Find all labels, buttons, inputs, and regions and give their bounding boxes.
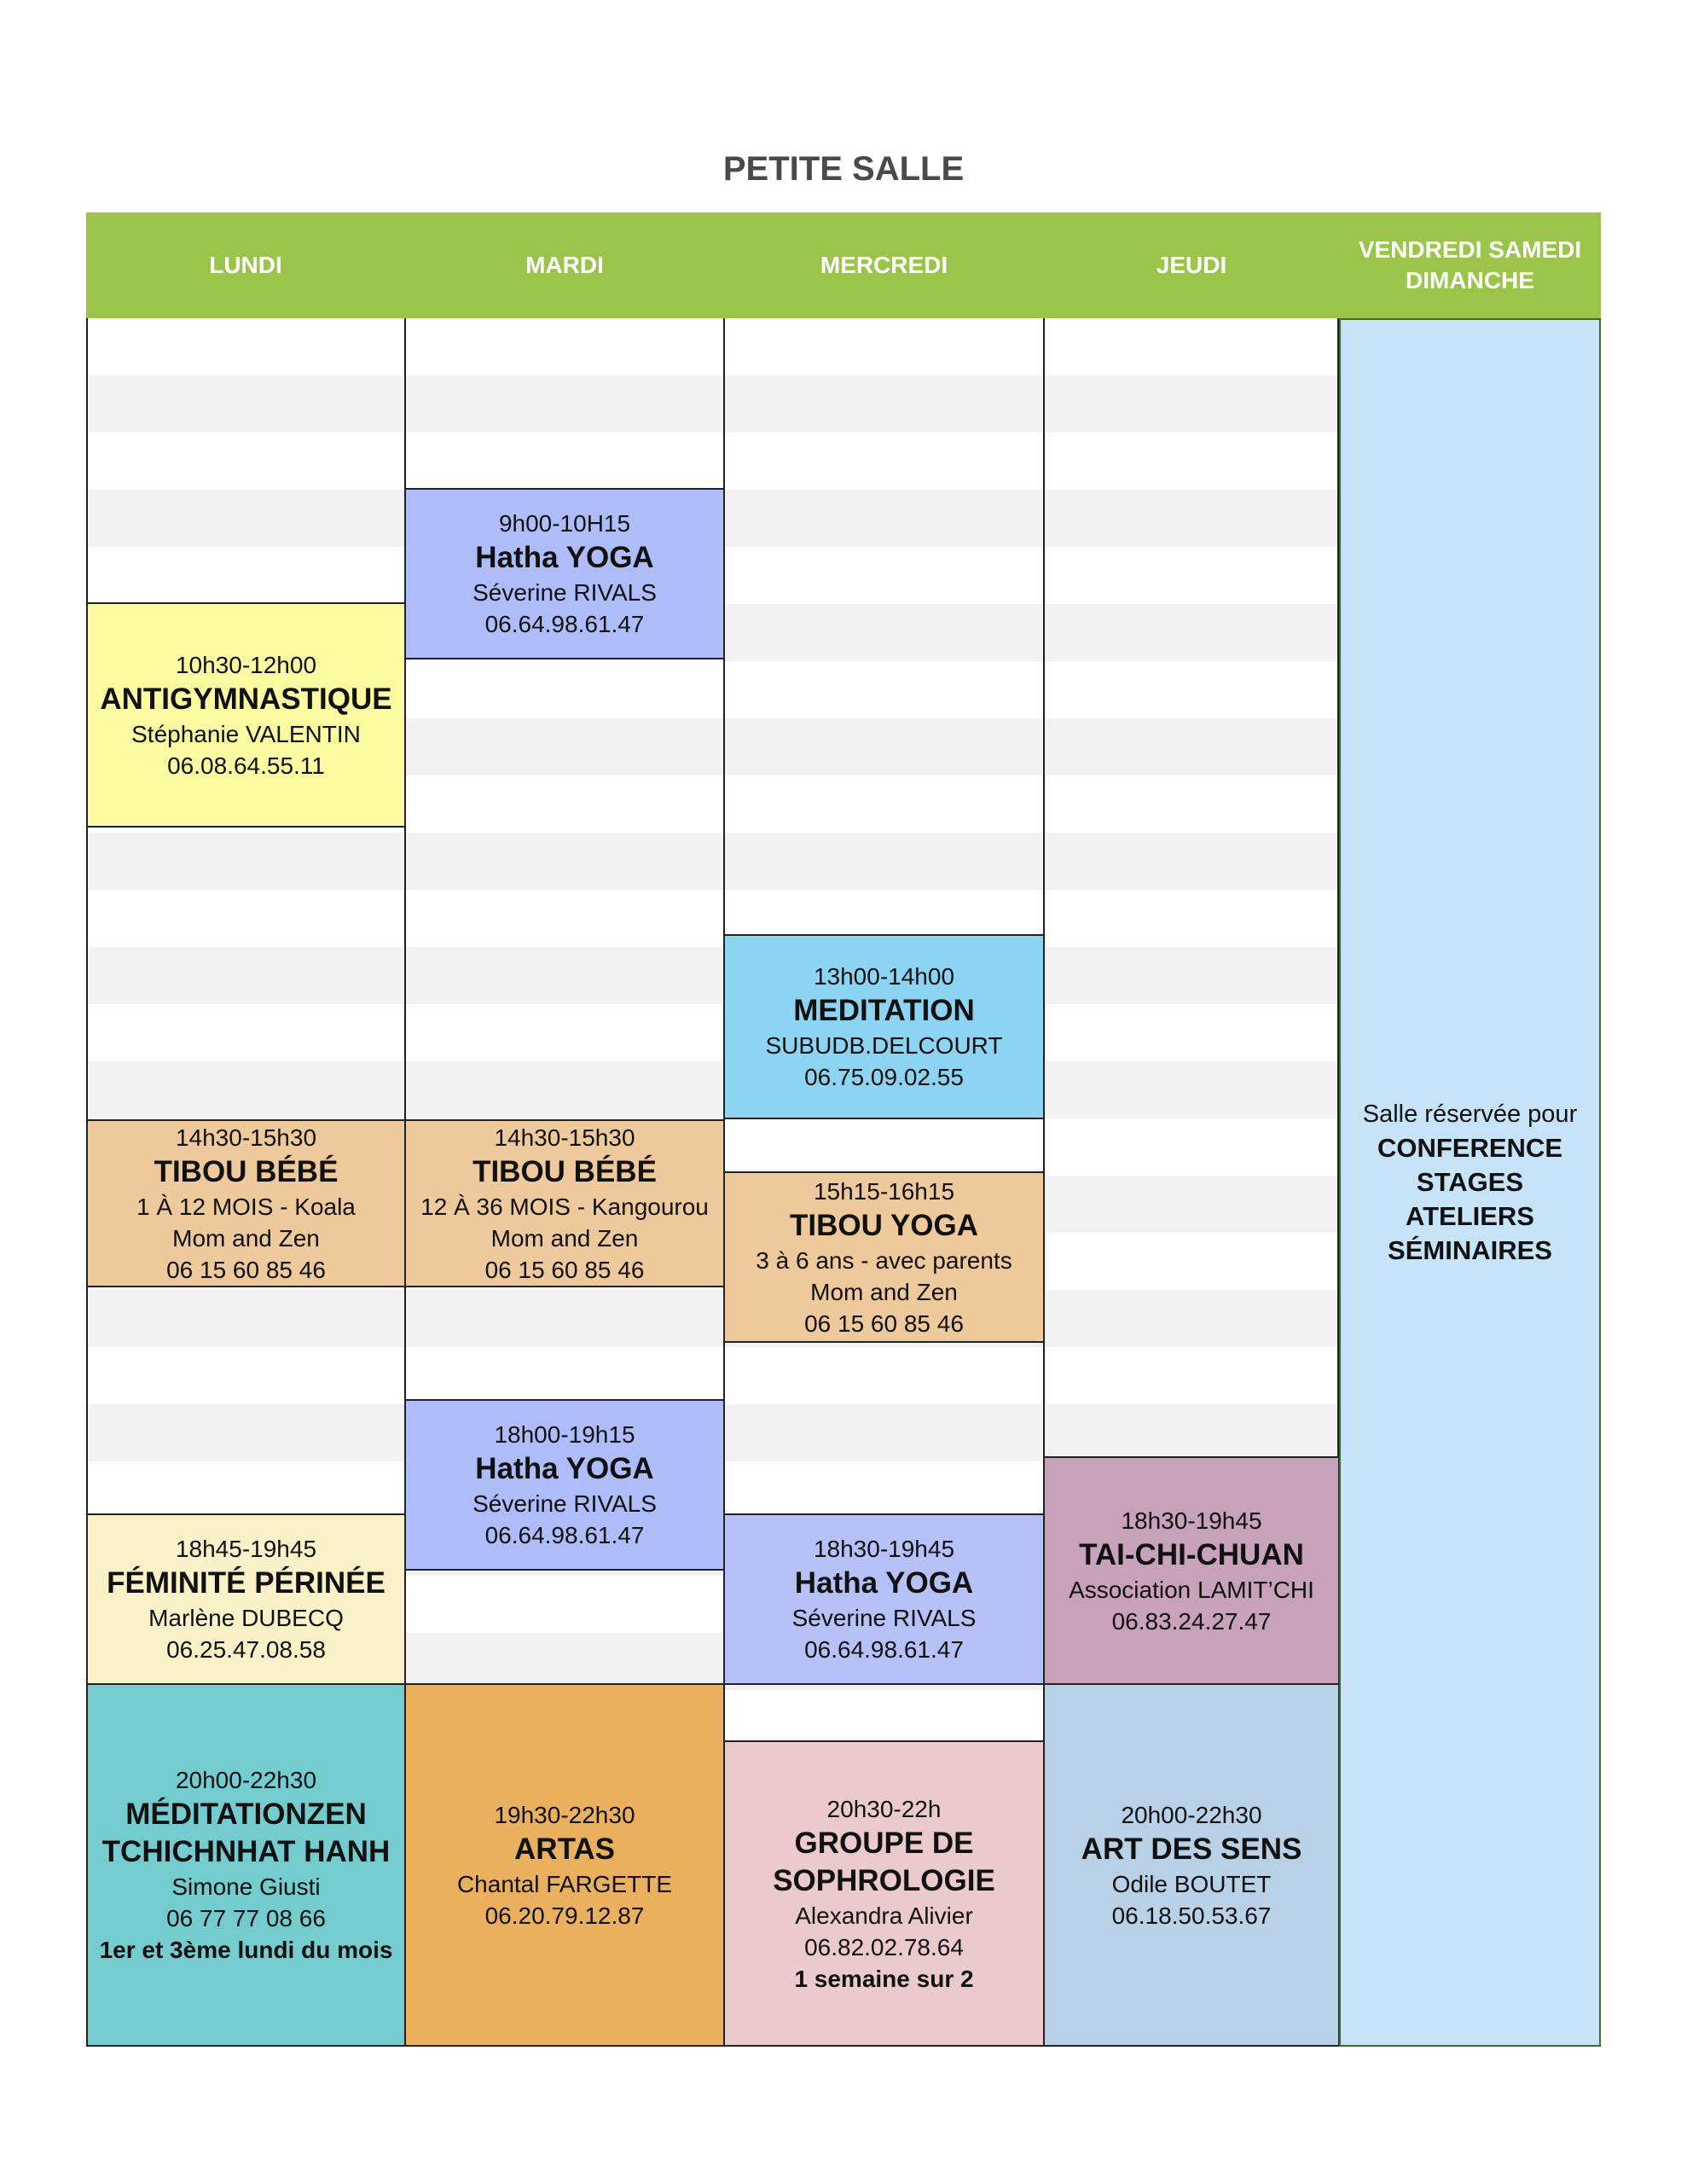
class-name: FÉMINITÉ PÉRINÉE — [107, 1566, 386, 1600]
weekend-intro: Salle réservée pour — [1362, 1101, 1578, 1128]
class-note: 1 semaine sur 2 — [794, 1965, 974, 1992]
class-hatha-yoga-mardi-evening[interactable] — [404, 1399, 725, 1571]
header-mercredi: MERCREDI — [820, 252, 948, 278]
class-phone: 06.18.50.53.67 — [1111, 1902, 1272, 1929]
weekend-reserved-block — [1339, 318, 1601, 2047]
class-teacher: Association LAMIT’CHI — [1069, 1576, 1314, 1603]
class-phone: 06.20.79.12.87 — [484, 1902, 645, 1929]
class-teacher: SUBUDB.DELCOURT — [765, 1032, 1003, 1059]
weekend-item: SÉMINAIRES — [1388, 1235, 1552, 1265]
class-hatha-yoga-mercredi[interactable] — [723, 1513, 1045, 1685]
class-teacher: Chantal FARGETTE — [456, 1870, 673, 1897]
class-feminite-perinee[interactable] — [86, 1513, 406, 1685]
class-teacher: Séverine RIVALS — [791, 1605, 977, 1631]
header-jeudi: JEUDI — [1156, 252, 1227, 278]
class-name: TAI-CHI-CHUAN — [1079, 1537, 1304, 1571]
header-mardi: MARDI — [525, 252, 604, 278]
class-name: TIBOU BÉBÉ — [154, 1154, 339, 1188]
class-phone: 06.64.98.61.47 — [484, 611, 645, 637]
class-time: 9h00-10H15 — [498, 510, 631, 537]
class-phone: 06 15 60 85 46 — [804, 1310, 964, 1337]
class-phone: 06.64.98.61.47 — [804, 1636, 964, 1663]
class-time: 18h45-19h45 — [175, 1536, 317, 1562]
class-description: 1 À 12 MOIS - Koala — [136, 1193, 356, 1220]
class-artas[interactable] — [404, 1683, 725, 2047]
class-name: TIBOU BÉBÉ — [472, 1154, 657, 1188]
class-time: 18h30-19h45 — [1121, 1507, 1262, 1534]
class-name: TIBOU YOGA — [789, 1208, 979, 1242]
class-name: Hatha YOGA — [475, 1452, 654, 1485]
header-weekend: VENDREDI SAMEDI DIMANCHE — [1358, 236, 1582, 293]
class-name: ANTIGYMNASTIQUE — [100, 682, 392, 716]
class-phone: 06.25.47.08.58 — [166, 1636, 326, 1663]
weekend-item: ATELIERS — [1406, 1201, 1534, 1231]
class-phone: 06 15 60 85 46 — [166, 1256, 326, 1283]
class-time: 13h00-14h00 — [813, 963, 955, 990]
class-time: 14h30-15h30 — [175, 1124, 317, 1151]
class-time: 18h30-19h45 — [813, 1536, 955, 1562]
class-name: Hatha YOGA — [475, 541, 654, 574]
class-name-line2: TCHICHNHAT HANH — [101, 1835, 391, 1868]
class-teacher: Simone Giusti — [171, 1873, 321, 1900]
page-title: PETITE SALLE — [722, 150, 965, 188]
class-tibou-yoga[interactable] — [723, 1171, 1045, 1343]
class-teacher: Séverine RIVALS — [472, 1490, 657, 1517]
class-teacher: Stéphanie VALENTIN — [131, 720, 361, 747]
class-time: 20h00-22h30 — [1121, 1801, 1262, 1828]
class-name-line2: SOPHROLOGIE — [773, 1863, 995, 1897]
class-teacher: Séverine RIVALS — [472, 579, 657, 606]
class-time: 18h00-19h15 — [494, 1421, 635, 1448]
class-name: MÉDITATIONZEN — [125, 1798, 367, 1831]
class-groupe-sophrologie[interactable] — [723, 1740, 1045, 2047]
class-time: 19h30-22h30 — [494, 1801, 635, 1828]
class-antigymnastique[interactable] — [86, 602, 406, 828]
class-tai-chi-chuan[interactable] — [1043, 1456, 1340, 1685]
class-teacher: Marlène DUBECQ — [148, 1605, 344, 1631]
row-stripe — [86, 833, 1339, 890]
class-description: 12 À 36 MOIS - Kangourou — [420, 1193, 709, 1220]
class-teacher: Odile BOUTET — [1111, 1870, 1272, 1897]
weekend-item: CONFERENCE — [1377, 1133, 1562, 1163]
class-time: 20h30-22h — [826, 1795, 942, 1822]
row-stripe — [86, 1061, 1339, 1118]
header-lundi: LUNDI — [209, 252, 282, 278]
class-name: ART DES SENS — [1081, 1832, 1302, 1866]
class-time: 15h15-16h15 — [813, 1177, 955, 1205]
row-stripe — [86, 375, 1339, 433]
class-time: 20h00-22h30 — [175, 1767, 317, 1793]
class-phone: 06.83.24.27.47 — [1111, 1607, 1272, 1635]
class-tibou-bebe-mardi[interactable] — [404, 1119, 725, 1287]
class-phone: 06.08.64.55.11 — [167, 752, 325, 779]
row-stripe — [86, 1290, 1339, 1347]
class-phone: 06.75.09.02.55 — [804, 1064, 964, 1090]
class-phone: 06 77 77 08 66 — [166, 1905, 326, 1931]
class-phone: 06.64.98.61.47 — [484, 1522, 645, 1548]
class-meditation-zen[interactable] — [86, 1683, 406, 2047]
class-organization: Mom and Zen — [172, 1224, 320, 1252]
class-tibou-bebe-lundi[interactable] — [86, 1119, 406, 1287]
class-name: ARTAS — [514, 1832, 615, 1866]
class-hatha-yoga-mardi-morning[interactable] — [404, 488, 725, 659]
weekend-item: STAGES — [1416, 1167, 1524, 1197]
row-stripe — [86, 947, 1339, 1004]
class-teacher: Alexandra Alivier — [795, 1902, 973, 1929]
class-name: GROUPE DE — [794, 1826, 974, 1860]
class-time: 14h30-15h30 — [494, 1124, 635, 1151]
class-description: 3 à 6 ans - avec parents — [756, 1246, 1012, 1274]
class-time: 10h30-12h00 — [175, 651, 317, 678]
class-art-des-sens[interactable] — [1043, 1683, 1340, 2047]
class-name: Hatha YOGA — [794, 1566, 974, 1600]
class-name: MEDITATION — [793, 994, 975, 1027]
class-phone: 06.82.02.78.64 — [804, 1933, 964, 1960]
class-phone: 06 15 60 85 46 — [484, 1256, 645, 1283]
class-meditation[interactable] — [723, 934, 1045, 1119]
class-organization: Mom and Zen — [490, 1224, 639, 1252]
class-note: 1er et 3ème lundi du mois — [99, 1937, 393, 1963]
class-organization: Mom and Zen — [810, 1278, 958, 1305]
